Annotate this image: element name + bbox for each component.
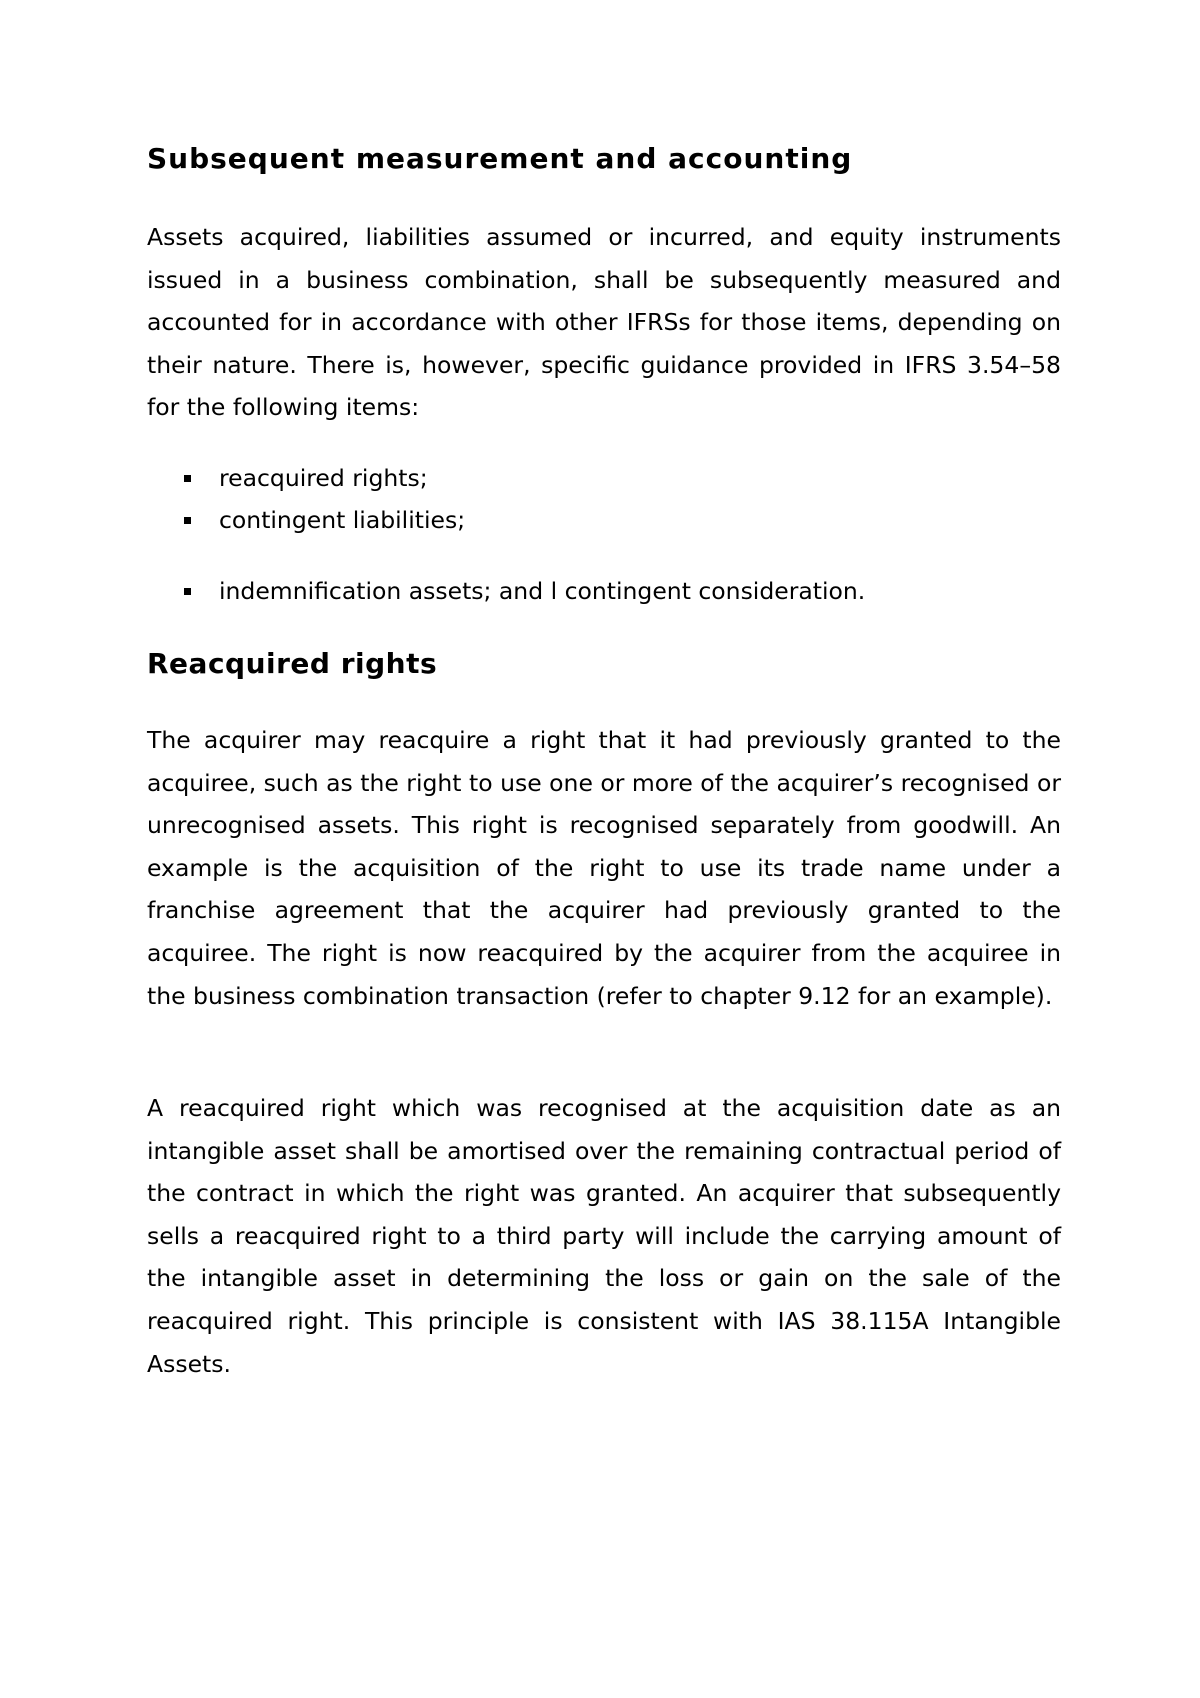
- list-item-text: contingent liabilities;: [219, 506, 466, 534]
- square-bullet-icon: [184, 588, 191, 595]
- square-bullet-icon: [184, 475, 191, 482]
- paragraph-reacquired-rights-amortisation: A reacquired right which was recognised at the acquisition date as an intangible asset shall be amortised over the remaining contractual period of the contract in which the right was granted. An acquirer that subsequently sells a reacquired right to a third party will include the carrying amount of the intangible asset in determining the loss or gain on the sale of the reacquired right. This principle is consistent with IAS 38.115A Intangible Assets.: [147, 1094, 1061, 1378]
- section-heading-reacquired-rights: Reacquired rights: [147, 647, 438, 680]
- paragraph-subsequent-measurement: Assets acquired, liabilities assumed or incurred, and equity instruments issued in a business combination, shall be subsequently measured and accounted for in accordance with other IFRSs for those items, depending on their nature. There is, however, specific guidance provided in IFRS 3.54–58 for the following items:: [147, 223, 1061, 422]
- square-bullet-icon: [184, 517, 191, 524]
- list-item-text: reacquired rights;: [219, 464, 428, 492]
- section-heading-subsequent-measurement: Subsequent measurement and accounting: [147, 142, 853, 175]
- list-item-text: indemnification assets; and l contingent consideration.: [219, 577, 866, 605]
- paragraph-reacquired-rights-intro: The acquirer may reacquire a right that it had previously granted to the acquiree, such as the right to use one or more of the acquirer’s recognised or unrecognised assets. This right is recognised separately from goodwill. An example is the acquisition of the right to use its trade name under a franchise agreement that the acquirer had previously granted to the acquiree. The right is now reacquired by the acquirer from the acquiree in the business combination transaction (refer to chapter 9.12 for an example).: [147, 726, 1061, 1010]
